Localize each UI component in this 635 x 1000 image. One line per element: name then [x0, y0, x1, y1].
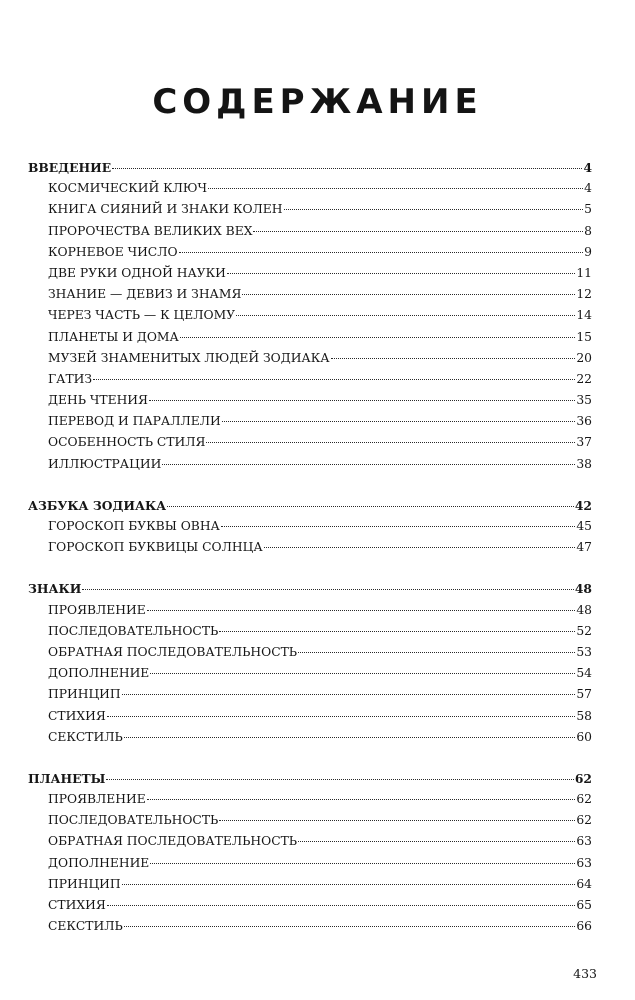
dot-leader [167, 506, 574, 507]
toc-entry-label: ОБРАТНАЯ ПОСЛЕДОВАТЕЛЬНОСТЬ [48, 834, 298, 849]
toc-entry-page: 53 [576, 644, 592, 659]
toc-section-signs [28, 578, 592, 748]
dot-leader [107, 716, 576, 717]
toc-heading-label: ВВЕДЕНИЕ [28, 160, 112, 175]
dot-leader [298, 841, 575, 842]
toc-entry-label: ПЛАНЕТЫ И ДОМА [48, 329, 179, 344]
toc-entry[interactable] [28, 516, 592, 537]
dot-leader [284, 209, 584, 210]
toc-entry-page: 22 [576, 371, 592, 386]
toc-heading-label: ЗНАКИ [28, 581, 82, 597]
toc-section-heading[interactable] [28, 578, 592, 599]
toc-entry[interactable] [28, 305, 592, 326]
toc-entry-label: ПРОЯВЛЕНИЕ [48, 602, 146, 617]
toc-entry[interactable] [28, 895, 592, 916]
dot-leader [124, 926, 576, 927]
dot-leader [331, 358, 576, 359]
toc-entry[interactable] [28, 199, 592, 220]
dot-leader [106, 779, 573, 780]
toc-entry-page: 63 [576, 834, 592, 849]
toc-entry-label: ДОПОЛНЕНИЕ [48, 666, 150, 681]
dot-leader [208, 188, 583, 189]
toc-entry-label: КОРНЕВОЕ ЧИСЛО [48, 244, 178, 259]
toc-entry[interactable] [28, 221, 592, 242]
toc-entry-page: 36 [576, 414, 592, 429]
toc-entry[interactable] [28, 831, 592, 852]
toc-entry[interactable] [28, 642, 592, 663]
dot-leader [107, 905, 576, 906]
dot-leader [253, 231, 583, 232]
toc-entry-page: 63 [576, 855, 592, 870]
toc-entry-label: ГОРОСКОП БУКВЫ ОВНА [48, 519, 220, 533]
toc-entry-label: МУЗЕЙ ЗНАМЕНИТЫХ ЛЮДЕЙ ЗОДИАКА [48, 350, 330, 365]
toc-section-heading[interactable] [28, 157, 592, 178]
dot-leader [124, 737, 576, 738]
toc-entry-page: 9 [584, 244, 592, 259]
toc-entry-label: ЗНАНИЕ — ДЕВИЗ И ЗНАМЯ [48, 287, 242, 302]
toc-entry[interactable] [28, 810, 592, 831]
toc-entry[interactable] [28, 727, 592, 748]
toc-entry-label: ДОПОЛНЕНИЕ [48, 855, 150, 870]
toc-heading-label: АЗБУКА ЗОДИАКА [28, 497, 167, 513]
toc-entry-label: ГОРОСКОП БУКВИЦЫ СОЛНЦА [48, 540, 263, 555]
toc-entry[interactable] [28, 684, 592, 705]
dot-leader [147, 799, 576, 800]
dot-leader [219, 820, 575, 821]
toc-entry-label: ГАТИЗ [48, 371, 93, 386]
toc-entry-page: 20 [576, 350, 592, 365]
toc-entry-page: 65 [576, 898, 592, 912]
toc-entry-label: ОСОБЕННОСТЬ СТИЛЯ [48, 435, 206, 450]
dot-leader [150, 673, 575, 674]
dot-leader [221, 526, 575, 527]
toc-entry-page: 64 [576, 876, 592, 891]
toc-entry-label: КНИГА СИЯНИЙ И ЗНАКИ КОЛЕН [48, 202, 283, 217]
toc-entry-page: 57 [576, 687, 592, 702]
toc-entry-label: ДЕНЬ ЧТЕНИЯ [48, 393, 148, 408]
toc-entry-page: 14 [576, 308, 592, 323]
toc-entry-page: 45 [576, 519, 592, 533]
toc-entry[interactable] [28, 621, 592, 642]
toc-section-heading[interactable] [28, 768, 592, 789]
toc-entry-page: 58 [576, 708, 592, 723]
toc-entry-page: 37 [576, 435, 592, 450]
dot-leader [147, 610, 576, 611]
toc-entry[interactable] [28, 789, 592, 810]
toc-entry-label: ЧЕРЕЗ ЧАСТЬ — К ЦЕЛОМУ [48, 308, 236, 323]
toc-entry-label: СЕКСТИЛЬ [48, 729, 123, 744]
dot-leader [264, 547, 576, 548]
dot-leader [112, 168, 582, 169]
toc-entry-page: 8 [584, 223, 592, 238]
toc-entry-page: 54 [576, 666, 592, 681]
dot-leader [219, 631, 575, 632]
dot-leader [222, 421, 576, 422]
toc-entry-label: ОБРАТНАЯ ПОСЛЕДОВАТЕЛЬНОСТЬ [48, 644, 298, 659]
toc-entry[interactable] [28, 916, 592, 937]
toc-entry[interactable] [28, 284, 592, 305]
toc-entry-label: СТИХИЯ [48, 708, 106, 723]
dot-leader [150, 863, 575, 864]
toc-heading-page: 4 [583, 160, 592, 175]
toc-entry[interactable] [28, 537, 592, 558]
dot-leader [180, 337, 576, 338]
dot-leader [162, 464, 575, 465]
toc-entry-page: 5 [584, 202, 592, 217]
dot-leader [242, 294, 575, 295]
toc-entry[interactable] [28, 178, 592, 199]
dot-leader [82, 589, 574, 590]
toc-entry-label: ИЛЛЮСТРАЦИИ [48, 456, 162, 471]
toc-entry-page: 62 [576, 813, 592, 828]
toc-section-introduction [28, 157, 592, 475]
toc-entry-label: ПОСЛЕДОВАТЕЛЬНОСТЬ [48, 623, 219, 638]
toc-entry[interactable] [28, 411, 592, 432]
toc-entry-page: 15 [576, 329, 592, 344]
dot-leader [298, 652, 575, 653]
toc-entry-label: СЕКСТИЛЬ [48, 919, 123, 934]
toc-heading-page: 62 [574, 770, 592, 786]
toc-entry[interactable] [28, 663, 592, 684]
toc-entry[interactable] [28, 242, 592, 263]
toc-entry-label: ПРОЯВЛЕНИЕ [48, 792, 146, 807]
toc-entry[interactable] [28, 369, 592, 390]
table-of-contents [28, 157, 592, 957]
toc-entry-page: 11 [576, 265, 592, 280]
toc-entry-page: 52 [576, 623, 592, 638]
toc-entry[interactable] [28, 600, 592, 621]
toc-entry-label: ПРИНЦИП [48, 687, 121, 702]
toc-entry[interactable] [28, 454, 592, 475]
toc-heading-page: 42 [574, 497, 592, 513]
toc-entry-page: 35 [576, 393, 592, 408]
toc-entry[interactable] [28, 706, 592, 727]
toc-entry-label: ПРИНЦИП [48, 876, 121, 891]
toc-entry[interactable] [28, 327, 592, 348]
toc-entry-label: КОСМИЧЕСКИЙ КЛЮЧ [48, 181, 208, 196]
toc-entry-page: 38 [576, 456, 592, 471]
page-number: 433 [573, 966, 597, 981]
toc-section-heading[interactable] [28, 495, 592, 516]
dot-leader [93, 379, 575, 380]
toc-entry-page: 12 [576, 287, 592, 302]
toc-entry[interactable] [28, 348, 592, 369]
toc-entry-page: 4 [584, 181, 592, 196]
dot-leader [149, 400, 575, 401]
toc-section-planets [28, 768, 592, 938]
toc-entry-page: 62 [576, 792, 592, 807]
toc-entry[interactable] [28, 390, 592, 411]
toc-entry-page: 60 [576, 729, 592, 744]
toc-entry-page: 48 [576, 602, 592, 617]
toc-entry-label: ПОСЛЕДОВАТЕЛЬНОСТЬ [48, 813, 219, 828]
toc-heading-label: ПЛАНЕТЫ [28, 770, 106, 786]
toc-entry-label: ПРОРОЧЕСТВА ВЕЛИКИХ ВЕХ [48, 223, 253, 238]
dot-leader [206, 442, 575, 443]
dot-leader [122, 884, 576, 885]
dot-leader [236, 315, 575, 316]
toc-section-zodiac-alphabet [28, 495, 592, 559]
toc-entry-label: ПЕРЕВОД И ПАРАЛЛЕЛИ [48, 414, 221, 429]
dot-leader [122, 694, 576, 695]
toc-entry-label: ДВЕ РУКИ ОДНОЙ НАУКИ [48, 265, 226, 280]
toc-entry[interactable] [28, 853, 592, 874]
toc-entry[interactable] [28, 263, 592, 284]
toc-entry[interactable] [28, 432, 592, 453]
toc-heading-page: 48 [574, 581, 592, 597]
toc-entry-label: СТИХИЯ [48, 898, 106, 912]
dot-leader [179, 252, 584, 253]
toc-entry-page: 66 [576, 919, 592, 934]
toc-entry[interactable] [28, 874, 592, 895]
page-title: СОДЕРЖАНИЕ [152, 82, 483, 122]
dot-leader [227, 273, 575, 274]
toc-entry-page: 47 [576, 540, 592, 555]
